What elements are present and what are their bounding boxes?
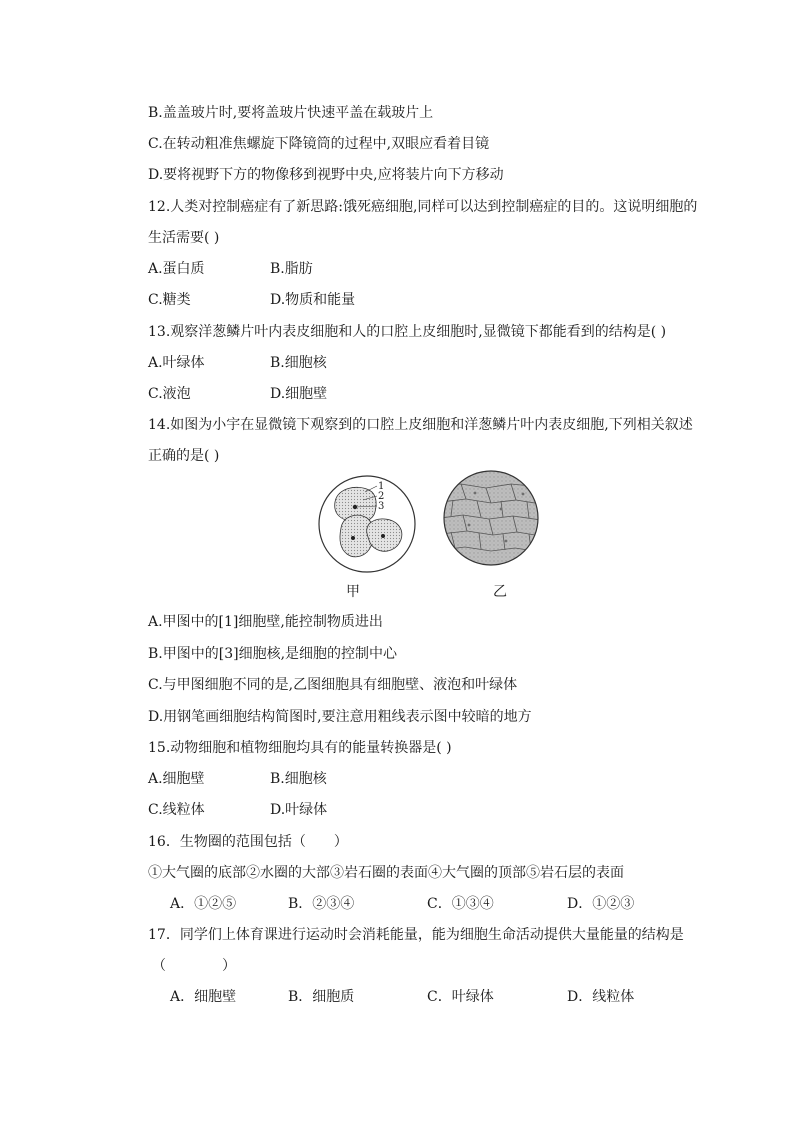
figure-jia-microscope-view	[317, 474, 417, 574]
marker-3: 3	[378, 501, 385, 512]
q12-option-d: D.物质和能量	[270, 292, 356, 308]
q15-option-row2	[148, 801, 328, 819]
q13-option-b: B.细胞核	[270, 355, 327, 371]
q12-option-row1	[148, 260, 313, 278]
q14-stem-line2: 正确的是( )	[148, 448, 220, 464]
q11-option-d: D.要将视野下方的物像移到视野中央,应将装片向下方移动	[148, 167, 504, 183]
q12-stem-line2: 生活需要( )	[148, 230, 220, 246]
q16-items: ①大气圈的底部②水圈的大部③岩石圈的表面④大气圈的顶部⑤岩石层的表面	[148, 865, 624, 881]
q13-option-d: D.细胞壁	[270, 386, 328, 402]
q16-option-d: D．①②③	[567, 896, 635, 912]
marker-2: 2	[378, 491, 385, 502]
q17-option-c: C．叶绿体	[427, 989, 494, 1005]
q11-option-b: B.盖盖玻片时,要将盖玻片快速平盖在载玻片上	[148, 105, 434, 121]
q12-option-row2	[148, 291, 356, 309]
q11-option-c: C.在转动粗准焦螺旋下降镜筒的过程中,双眼应看着目镜	[148, 136, 490, 152]
q15-option-c: C.线粒体	[148, 802, 205, 818]
q17-stem-line1: 17．同学们上体育课进行运动时会消耗能量，能为细胞生命活动提供大量能量的结构是	[148, 927, 684, 943]
q13-stem: 13.观察洋葱鳞片叶内表皮细胞和人的口腔上皮细胞时,显微镜下都能看到的结构是( )	[148, 324, 667, 340]
figure-yi-microscope-view	[441, 468, 541, 568]
q15-option-d: D.叶绿体	[270, 802, 328, 818]
q15-stem: 15.动物细胞和植物细胞均具有的能量转换器是( )	[148, 740, 452, 756]
figure-label-yi: 乙	[493, 584, 507, 600]
q16-stem: 16．生物圈的范围包括（ ）	[148, 834, 348, 850]
q16-option-c: C．①③④	[427, 896, 494, 912]
q14-option-d: D.用钢笔画细胞结构简图时,要注意用粗线表示图中较暗的地方	[148, 709, 532, 725]
q13-option-c: C.液泡	[148, 386, 191, 402]
q12-stem-line1: 12.人类对控制癌症有了新思路:饿死癌细胞,同样可以达到控制癌症的目的。这说明细胞的	[148, 199, 698, 215]
q16-option-b: B．②③④	[288, 896, 355, 912]
q17-stem-line2: （ ）	[152, 958, 236, 974]
q15-option-b: B.细胞核	[270, 771, 327, 787]
figure-label-jia: 甲	[346, 584, 360, 600]
marker-1: 1	[378, 481, 385, 492]
q15-option-row1	[148, 770, 327, 788]
q15-option-a: A.细胞壁	[148, 771, 205, 787]
q12-option-b: B.脂肪	[270, 261, 313, 277]
q13-option-row1	[148, 354, 327, 372]
q14-stem-line1: 14.如图为小宇在显微镜下观察到的口腔上皮细胞和洋葱鳞片叶内表皮细胞,下列相关叙述	[148, 417, 693, 433]
nucleus-bottom-left	[351, 536, 355, 540]
q17-option-a: A．细胞壁	[170, 989, 237, 1005]
q17-option-b: B．细胞质	[288, 989, 355, 1005]
q17-option-d: D．线粒体	[567, 989, 635, 1005]
q12-option-a: A.蛋白质	[148, 261, 205, 277]
q14-option-b: B.甲图中的[3]细胞核,是细胞的控制中心	[148, 646, 398, 662]
q14-option-c: C.与甲图细胞不同的是,乙图细胞具有细胞壁、液泡和叶绿体	[148, 677, 518, 693]
q13-option-a: A.叶绿体	[148, 355, 205, 371]
q12-option-c: C.糖类	[148, 292, 191, 308]
q14-option-a: A.甲图中的[1]细胞壁,能控制物质进出	[148, 614, 383, 630]
q13-option-row2	[148, 385, 328, 403]
nucleus-bottom-right	[381, 534, 385, 538]
q16-option-a: A．①②⑤	[170, 896, 237, 912]
